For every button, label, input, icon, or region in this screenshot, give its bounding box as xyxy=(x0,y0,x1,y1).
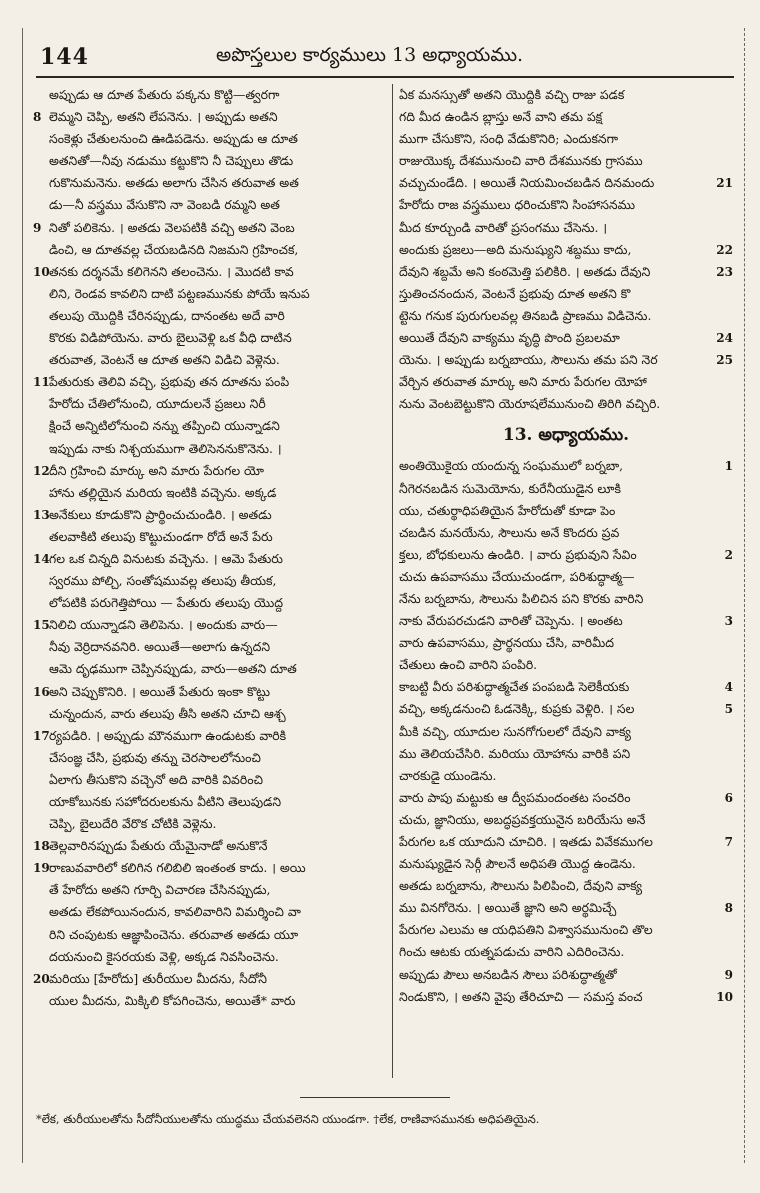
line-text: స్తుతించనందున, వెంటనే ప్రభువు దూత అతని కొ xyxy=(399,285,631,301)
verse-number: 19 xyxy=(33,861,50,876)
text-line xyxy=(33,924,359,946)
line-text: పేరుగల ఒక యూదుని చూచిరి. । ఇతడు వివేకముగల xyxy=(399,834,653,849)
line-text: దీని గ్రహించి మార్కు అని మారు పేరుగల యో xyxy=(49,462,264,478)
line-text: లెమ్మని చెప్పి, అతని లేపనెను. । అప్పుడు అతని xyxy=(49,109,278,125)
text-line xyxy=(33,482,359,504)
text-line xyxy=(33,128,359,150)
text-line xyxy=(33,460,359,482)
verse-number: 24 xyxy=(716,331,733,346)
text-line xyxy=(399,150,733,172)
line-text: నీవు వెర్రిదానవనిరి. అయితే—అలాగు ఉన్నదని xyxy=(49,639,271,655)
text-line xyxy=(399,986,733,1008)
line-text: లిని, రెండవ కావలిని దాటి పట్టణమునకు పోయే ఇనుప xyxy=(49,285,310,301)
running-title: అపొస్తలుల కార్యములు 13 అధ్యాయము. xyxy=(216,44,524,66)
line-text: గది మీద ఉండిన బ్లాస్తు అనే వాని తమ పక్ష xyxy=(399,109,603,125)
text-line xyxy=(33,725,359,747)
text-line xyxy=(33,415,359,437)
line-text: యు, చతుర్థాధిపతియైన హేరోదుతో కూడా పెం xyxy=(399,502,616,518)
text-line xyxy=(399,809,733,831)
text-line xyxy=(33,592,359,614)
text-line xyxy=(33,283,359,305)
verse-number: 11 xyxy=(33,375,50,390)
text-line xyxy=(33,438,359,460)
line-text: దేవుని శబ్దమే అని కంఠమెత్తి పలికిరి. । అతడు దేవుని xyxy=(399,263,651,279)
line-text: నిలిచి యున్నాడని తెలిపెను. । అందుకు వారు— xyxy=(49,617,278,633)
text-line xyxy=(399,875,733,897)
line-text: చేతులు ఉంచి వారిని పంపిరి. xyxy=(399,657,538,673)
left-border-rule xyxy=(22,28,23,1163)
line-text: అతడు లేకపోయినందున, కావలివారిని విమర్శించి వా xyxy=(49,904,301,920)
line-text: ట్టెను గనుక పురుగులవల్ల తినబడి ప్రాణము విడిచెను. xyxy=(399,307,652,323)
text-line xyxy=(399,522,733,544)
text-line xyxy=(399,393,733,415)
line-text: తలవాకిటి తలుపు కొట్టుచుండగా రోదే అనే పేరు xyxy=(49,528,273,544)
text-line xyxy=(33,747,359,769)
text-line xyxy=(33,681,359,703)
line-text: తరువాత, వెంటనే ఆ దూత అతని విడిచి వెళ్లెను. xyxy=(49,352,280,368)
text-line xyxy=(33,305,359,327)
line-text: చుచు ఉపవాసము చేయుచుండగా, పరిశుద్ధాత్మ— xyxy=(399,568,635,584)
verse-number: 8 xyxy=(724,901,733,916)
right-text-column xyxy=(399,84,733,1078)
text-line xyxy=(399,544,733,566)
text-line xyxy=(399,217,733,239)
text-line xyxy=(33,217,359,239)
text-line xyxy=(33,327,359,349)
line-text: చారకుడై యుండెను. xyxy=(399,767,497,783)
line-text: హాను తల్లియైన మరియ ఇంటికి వచ్చెను. అక్కడ xyxy=(49,484,277,500)
text-line xyxy=(33,703,359,725)
text-line xyxy=(399,305,733,327)
left-text-column xyxy=(33,84,359,1078)
line-text: ముగా చేసుకొని, సంధి వేడుకొనిరి; ఎందుకనగా xyxy=(399,131,619,147)
line-text: ము తెలియచేసిరి. మరియు యోహాను వారికి పని xyxy=(399,745,631,761)
verse-number: 18 xyxy=(33,839,50,854)
text-line xyxy=(399,283,733,305)
text-line xyxy=(399,327,733,349)
text-line xyxy=(399,261,733,283)
text-line xyxy=(399,964,733,986)
line-text: వచ్చుచుండేది. । అయితే నియమించబడిన దినమందు xyxy=(399,175,655,191)
line-text: ఏక మనస్సుతో అతని యొద్దికి వచ్చి రాజు పడక xyxy=(399,87,625,102)
line-text: చుచు, జ్ఞానియు, అబద్ధప్రవక్తయునైన బరియేసు అనే xyxy=(399,811,646,827)
line-text: తనకు దర్శనమే కలిగెనని తలంచెను. । మొదటి కావ xyxy=(49,263,294,279)
text-line xyxy=(33,84,359,106)
verse-number: 13 xyxy=(33,507,50,522)
text-line xyxy=(33,504,359,526)
text-line xyxy=(33,194,359,216)
line-text: గించు ఆటకు యత్నపడుచు వారిని ఎదిరించెను. xyxy=(399,944,625,960)
line-text: అప్పుడు ఆ దూత పేతురు పక్కను కొట్టి—త్వరగా xyxy=(49,87,280,102)
line-text: యెను. । అప్పుడు బర్నబాయు, సౌలును తమ పని నెర xyxy=(399,352,658,368)
text-line xyxy=(399,588,733,610)
text-line xyxy=(399,610,733,632)
line-text: లోపటికి పరుగెత్తిపోయి — పేతురు తలుపు యొద్ద xyxy=(49,595,284,611)
text-line xyxy=(33,570,359,592)
line-text: తే హేరోదు అతని గూర్చి విచారణ చేసినప్పుడు, xyxy=(49,882,271,898)
verse-number: 6 xyxy=(724,790,733,805)
text-line xyxy=(33,636,359,658)
verse-number: 7 xyxy=(724,835,733,849)
text-line xyxy=(33,946,359,968)
verse-number: 23 xyxy=(716,264,733,279)
text-line xyxy=(33,239,359,261)
verse-number: 15 xyxy=(33,618,50,633)
text-line xyxy=(33,349,359,371)
text-line xyxy=(399,128,733,150)
line-text: యాకోబునకు సహోదరులకును వీటిని తెలుపుడని xyxy=(49,794,282,809)
verse-number: 14 xyxy=(33,551,50,566)
line-text: రిని చంపుటకు ఆజ్ఞాపించెను. తరువాత అతడు యూ xyxy=(49,926,299,942)
text-line xyxy=(399,765,733,787)
text-line xyxy=(33,150,359,172)
text-line xyxy=(399,654,733,676)
text-line xyxy=(399,455,733,477)
line-text: అని చెప్పుకొనిరి. । అయితే పేతురు ఇంకా కొట్టు xyxy=(49,683,271,699)
text-line xyxy=(33,526,359,548)
text-line xyxy=(399,897,733,919)
line-text: నీగెరనబడిన సుమెయోను, కురేనీయుడైన లూకి xyxy=(399,480,621,496)
text-line xyxy=(399,941,733,963)
column-divider xyxy=(392,84,393,1078)
text-line xyxy=(33,879,359,901)
verse-number: 10 xyxy=(33,264,50,279)
text-line xyxy=(399,853,733,875)
text-line xyxy=(399,676,733,698)
line-text: నేను బర్నబాను, సౌలును పిలిచిన పని కొరకు వారిని xyxy=(399,590,644,606)
line-text: నిండుకొని, । అతని వైపు తేరిచూచి — సమస్త వంచ xyxy=(399,988,643,1004)
right-column-verses-bottom xyxy=(399,455,733,1007)
verse-number: 16 xyxy=(33,684,50,699)
line-text: పేరుగల ఎలుమ ఆ యధిపతిని విశ్వాసమునుంచి తొల xyxy=(399,922,653,938)
verse-number: 3 xyxy=(724,614,733,629)
text-line xyxy=(399,349,733,371)
page-header xyxy=(36,40,734,78)
line-text: వారు ఉపవాసము, ప్రార్థనయు చేసి, వారిమీద xyxy=(399,635,614,651)
line-text: క్షించే అన్నిటిలోనుంచి నన్ను తప్పించి యున్నాడని xyxy=(49,418,280,434)
line-text: గుకొనుమనెను. అతడు అలాగు చేసిన తరువాత అత xyxy=(49,175,299,191)
text-line xyxy=(33,835,359,857)
line-text: చబడిన మనయేను, సౌలును అనే కొందరు ప్రవ xyxy=(399,524,620,540)
verse-number: 21 xyxy=(716,176,733,191)
line-text: డించి, ఆ దూతవల్ల చేయబడినది నిజమని గ్రహించక, xyxy=(49,241,299,257)
line-text: మీకి వచ్చి, యూదుల సునగోగులలో దేవుని వాక్య xyxy=(399,723,631,739)
line-text: మీద కూర్చుండి వారితో ప్రసంగము చేసెను. । xyxy=(399,219,608,235)
text-line xyxy=(33,261,359,283)
text-line xyxy=(33,901,359,923)
line-text: డు—నీ వస్త్రము వేసుకొని నా వెంబడి రమ్మని అత xyxy=(49,197,280,213)
text-line xyxy=(399,478,733,500)
line-text: నితో పలికెను. । అతడు వెలపటికి వచ్చి అతని వెంబ xyxy=(49,219,295,235)
verse-number: 17 xyxy=(33,728,50,743)
verse-number: 9 xyxy=(724,967,733,982)
line-text: మనుష్యుడైన సెర్గీ పౌలనే అధిపతి యొద్ద ఉండెను. xyxy=(399,856,636,872)
line-text: ఆమె దృఢముగా చెప్పినప్పుడు, వారు—అతని దూత xyxy=(49,661,297,677)
line-text: అతడు బర్నబాను, సౌలును పిలిపించి, దేవుని వాక్య xyxy=(399,878,643,894)
line-text: ర్యపడిరి. । అప్పుడు మౌనముగా ఉండుటకు వారికి xyxy=(49,727,287,743)
text-line xyxy=(33,393,359,415)
line-text: ము వినగోరెను. । అయితే జ్ఞాని అని అర్థమిచ్చే xyxy=(399,900,617,916)
line-text: రాజుయొక్క దేశమునుంచి వారి దేశమునకు గ్రాసము xyxy=(399,153,643,169)
line-text: హేరోదు రాజ వస్త్రములు ధరించుకొని సింహాసనము xyxy=(399,197,635,213)
text-line xyxy=(399,106,733,128)
right-border-rule xyxy=(744,28,745,1163)
verse-number: 9 xyxy=(33,220,42,235)
line-text: ఇప్పుడు నాకు నిశ్చయముగా తెలిసెననుకొనెను. । xyxy=(49,440,282,456)
line-text: ఏలాగు తీసుకొని వచ్చెనో అది వారికి వివరించి xyxy=(49,771,263,787)
verse-number: 12 xyxy=(33,463,50,478)
footnote: *లేక, తురీయులతోను సీదోనీయులతోను యుద్ధము చేయవలెనని యుండగా. †లేక, రాణివాసమునకు అధిపతియైన. xyxy=(36,1112,540,1126)
text-line xyxy=(33,791,359,813)
text-line xyxy=(33,968,359,990)
verse-number: 8 xyxy=(33,110,42,125)
verse-number: 10 xyxy=(716,989,733,1004)
verse-number: 22 xyxy=(716,242,733,257)
text-line xyxy=(399,721,733,743)
line-text: దయనుంచి కైసరయకు వెళ్లి, అక్కడ నివసించెను. xyxy=(49,948,279,964)
text-line xyxy=(399,194,733,216)
page-number: 144 xyxy=(40,44,89,70)
text-line xyxy=(33,769,359,791)
text-line xyxy=(399,919,733,941)
text-line xyxy=(33,172,359,194)
text-line xyxy=(399,787,733,809)
line-text: రాణువవారిలో కలిగిన గలిబిలి ఇంతంత కాదు. । అయి xyxy=(49,860,306,876)
line-text: చేసంజ్ఞ చేసి, ప్రభువు తన్ను చెరసాలలోనుంచి xyxy=(49,749,261,765)
verse-number: 1 xyxy=(724,459,733,474)
text-line xyxy=(33,548,359,570)
line-text: అందుకు ప్రజలు—అది మనుష్యుని శబ్దము కాదు, xyxy=(399,241,632,257)
line-text: పేతురుకు తెలివి వచ్చి, ప్రభువు తన దూతను పంపి xyxy=(49,374,290,390)
text-line xyxy=(399,743,733,765)
line-text: కాబట్టి వీరు పరిశుద్ధాత్మచేత పంపబడి సెలెకీయకు xyxy=(399,679,630,695)
footnote-rule xyxy=(300,1097,450,1098)
line-text: తలుపు యొద్దికి చేరినప్పుడు, దానంతట అదే వారి xyxy=(49,307,285,323)
line-text: నాకు వేరుపరచుడని వారితో చెప్పెను. । అంతట xyxy=(399,613,623,629)
verse-number: 5 xyxy=(724,702,733,717)
text-line xyxy=(399,371,733,393)
text-line xyxy=(33,614,359,636)
line-text: అంతియొకైయ యందున్న సంఘములో బర్నబా, xyxy=(399,458,624,474)
right-column-verses-top xyxy=(399,84,733,415)
text-line xyxy=(399,632,733,654)
line-text: హేరోదు చేతిలోనుంచి, యూదులనే ప్రజలు నిరీ xyxy=(49,396,266,412)
text-line xyxy=(33,857,359,879)
text-line xyxy=(33,813,359,835)
text-line xyxy=(399,84,733,106)
text-line xyxy=(33,371,359,393)
text-line xyxy=(399,239,733,261)
chapter-heading: 13. అధ్యాయము. xyxy=(502,425,630,446)
line-text: మరియు [హేరోదు] తురీయుల మీదను, సీదోనీ xyxy=(49,970,268,986)
line-text: స్వరము పోల్చి, సంతోషమువల్ల తలుపు తీయక, xyxy=(49,573,277,589)
text-line xyxy=(33,106,359,128)
line-text: నును వెంటబెట్టుకొని యెరూషలేమునుంచి తిరిగి వచ్చిరి. xyxy=(399,396,661,412)
text-line xyxy=(399,698,733,720)
text-line xyxy=(33,990,359,1012)
verse-number: 4 xyxy=(724,680,733,695)
text-line xyxy=(399,172,733,194)
verse-number: 20 xyxy=(33,971,50,986)
text-line xyxy=(399,566,733,588)
line-text: వచ్చి, అక్కడనుంచి ఓడనెక్కి, కుప్రకు వెళ్లిరి. । సల xyxy=(399,701,635,717)
line-text: వేర్చిన తరువాత మార్కు అని మారు పేరుగల యోహా xyxy=(399,374,647,390)
line-text: క్తలు, బోధకులును ఉండిరి. । వారు ప్రభువుని సేవిం xyxy=(399,546,637,562)
line-text: అనేకులు కూడుకొని ప్రార్థించుచుండిరి. । అతడు xyxy=(49,506,272,522)
text-line xyxy=(399,500,733,522)
text-line xyxy=(399,831,733,853)
line-text: అతనితో—నీవు నడుము కట్టుకొని నీ చెప్పులు తొడు xyxy=(49,153,294,169)
line-text: అయితే దేవుని వాక్యము వృద్ధి పొంది ప్రబలమా xyxy=(399,330,620,346)
line-text: వారు పాపు మట్టుకు ఆ ద్వీపమందంతట సంచరిం xyxy=(399,789,631,805)
line-text: గల ఒక చిన్నది వినుటకు వచ్చెను. । ఆమె పేతురు xyxy=(49,550,283,566)
text-line xyxy=(33,658,359,680)
line-text: చున్నందున, వారు తలుపు తీసి అతని చూచి ఆశ్చ xyxy=(49,705,286,721)
line-text: తెల్లవారినప్పుడు పేతురు యేమైనాడో అనుకొనే xyxy=(49,838,268,854)
line-text: కొరకు విడిపోయెను. వారు బైలువెళ్లి ఒక వీధి దాటిన xyxy=(49,330,292,346)
line-text: అప్పుడు పౌలు అనబడిన సౌలు పరిశుద్ధాత్మతో xyxy=(399,966,617,982)
line-text: సంకెళ్లు చేతులనుంచి ఊడిపడెను. అప్పుడు ఆ దూత xyxy=(49,131,298,147)
verse-number: 2 xyxy=(724,547,733,562)
line-text: చెప్పి, బైలుదేరి వేరొక చోటికి వెళ్లెను. xyxy=(49,816,217,832)
verse-number: 25 xyxy=(716,353,733,368)
line-text: యుల మీదను, మిక్కిలి కోపగించెను, అయితే* వారు xyxy=(49,992,296,1008)
